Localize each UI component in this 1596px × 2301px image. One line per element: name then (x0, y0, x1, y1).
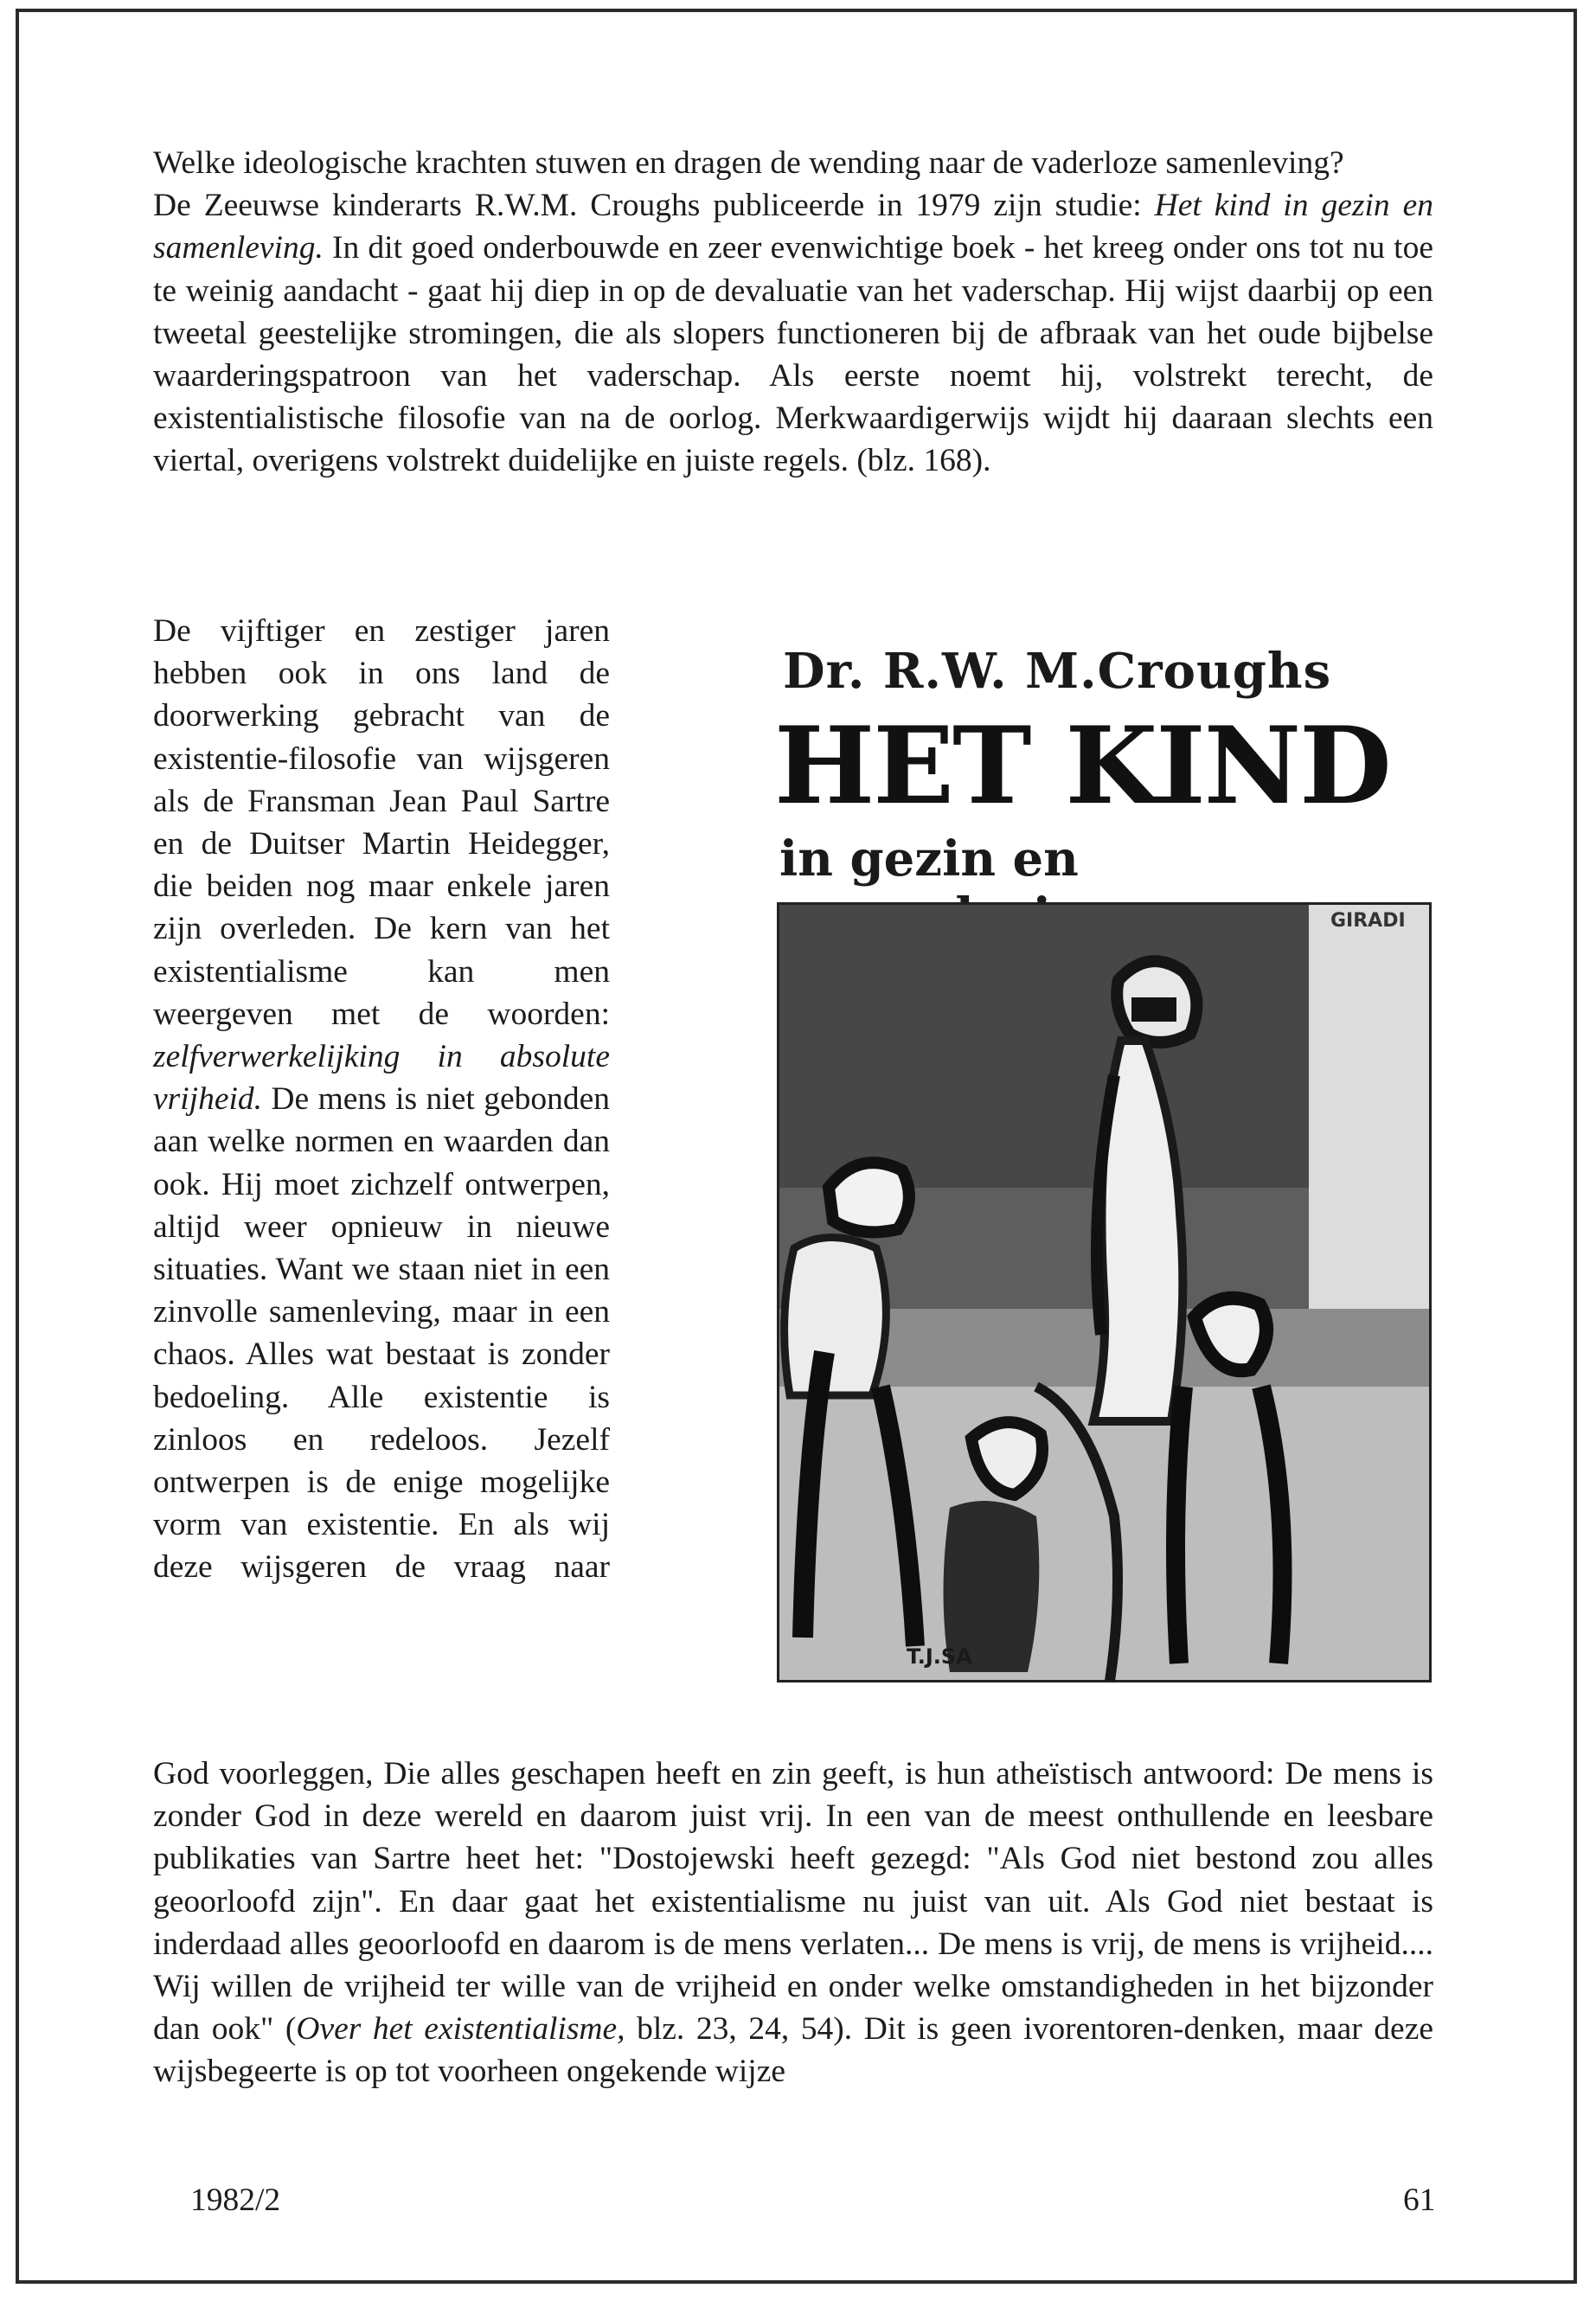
p1-after: In dit goed onderbouwde en zeer evenwichtige boek - het kreeg onder ons tot nu toe te weinig aandacht - gaat hij diep in op de devaluatie van het vaderschap. Hij wijst daarbij op een tweetal geestelijke stromingen, die als slopers functioneren bij de afbraak van het oude bijbelse waarderingspatroon van het vaderschap. Als eerste noemt hij, volstrekt terecht, de existentialistische filosofie van na de oorlog. Merkwaardigerwijs wijdt hij daaraan slechts een viertal, overigens volstrekt duidelijke en juiste regels. (blz. 168). (153, 230, 1433, 479)
cover-painting (777, 902, 1432, 1682)
cover-title: HET KIND (774, 704, 1390, 829)
book-title-italic: Het kind in gezin en samenleving. (153, 188, 1433, 266)
issue-number: 1982/2 (190, 2182, 281, 2218)
cover-author: Dr. R.W. M.Croughs (783, 643, 1332, 700)
intro-question: Welke ideologische krachten stuwen en dragen de wending naar de vaderloze samenleving? (153, 145, 1344, 181)
painting-signature-bottom: T.J.SA (907, 1644, 972, 1669)
article-left-column (153, 610, 610, 1589)
citation-title: Over het existentialisme, (296, 2011, 625, 2048)
cover-subtitle: in gezin en (779, 830, 1079, 888)
book-cover-image (774, 636, 1436, 1682)
article-bottom-block (153, 1753, 1433, 2093)
p1-before: De Zeeuwse kinderarts R.W.M. Croughs publiceerde in 1979 zijn studie: (153, 188, 1155, 224)
p2-before: De vijftiger en zestiger jaren hebben ook in ons land de doorwerking gebracht van de existentie-filosofie van wijsgeren als de Fransman Jean Paul Sartre en de Duitser Martin Heidegger, die beiden nog maar enkele jaren zijn overleden. De kern van het existentialisme kan men weergeven met de woorden: (153, 613, 610, 1032)
page-number: 61 (1403, 2182, 1436, 2218)
paragraph-existentialism (153, 610, 610, 1589)
paragraph-sartre (153, 1753, 1433, 2093)
p3-before: God voorleggen, Die alles geschapen heeft en zin geeft, is hun atheïstisch antwoord: De mens is zonder God in deze wereld en daarom juist vrij. In een van de meest onthullende en leesbare publikaties van Sartre heet het: "Dostojewski heeft gezegd: "Als God niet bestond zou alles geoorloofd zijn". En daar gaat het existentialisme nu juist van uit. Als God niet bestaat is inderdaad alles geoorloofd en daarom is de mens verlaten... De mens is vrij, de mens is vrijheid.... Wij willen de vrijheid ter wille van de vrijheid en onder welke omstandigheden in het bijzonder dan ook" ( (153, 1756, 1433, 2048)
existentialism-definition: zelfverwerkelijking in absolute vrijheid. (153, 1039, 610, 1118)
p3-after: blz. 23, 24, 54). Dit is geen ivorentoren-denken, maar deze wijsbegeerte is op tot voorheen ongekende wijze (153, 2011, 1433, 2090)
paragraph-croughs (153, 184, 1433, 482)
article-top-block (153, 142, 1433, 483)
painting-signature-top: GIRADI (1330, 910, 1406, 932)
p2-after: De mens is niet gebonden aan welke normen en waarden dan ook. Hij moet zichzelf ontwerpen, altijd weer opnieuw in nieuwe situaties. Want we staan niet in een zinvolle samenleving, maar in een chaos. Alles wat bestaat is zonder bedoeling. Alle existentie is zinloos en redeloos. Jezelf ontwerpen is de enige mogelijke vorm van existentie. En als wij deze wijsgeren de vraag naar (153, 1081, 610, 1586)
